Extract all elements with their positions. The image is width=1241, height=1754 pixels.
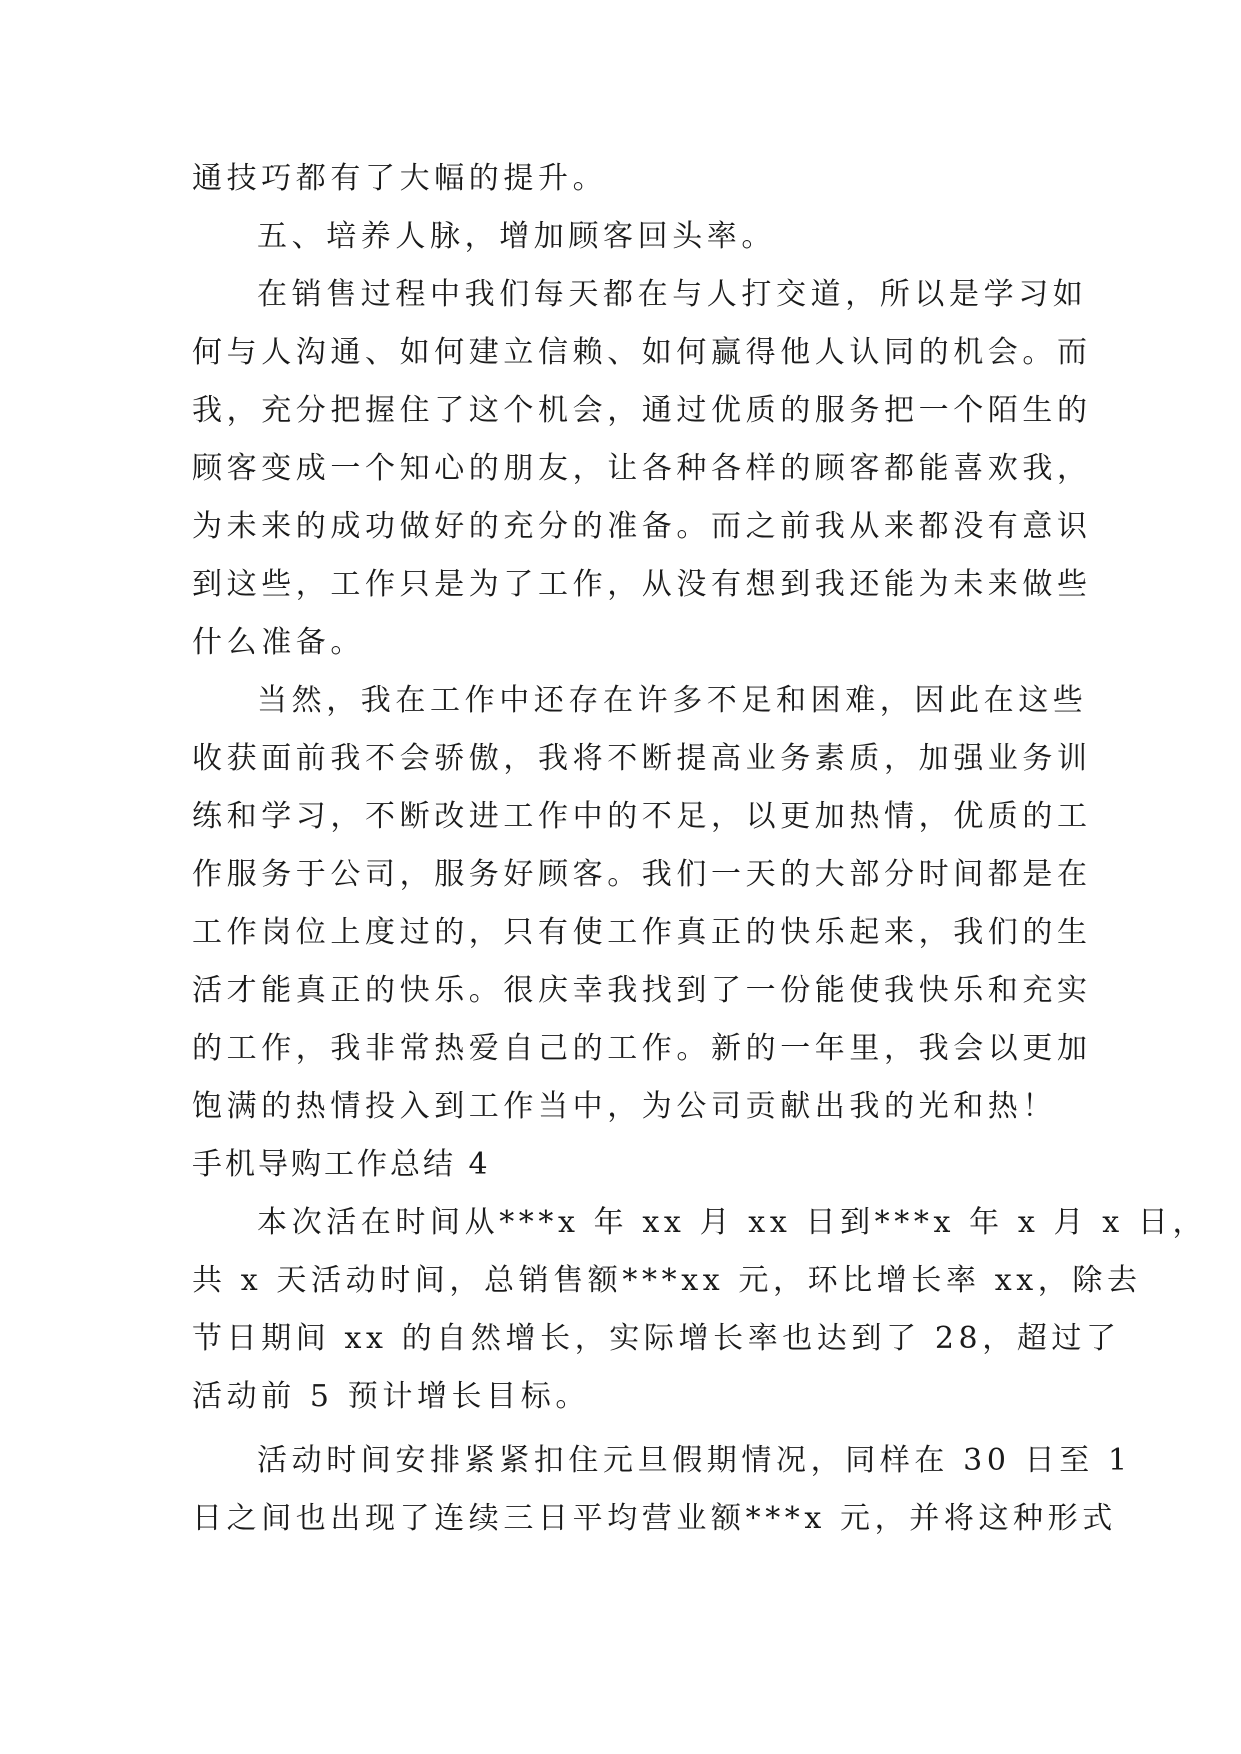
paragraph-line: 当然，我在工作中还存在许多不足和困难，因此在这些 [257, 683, 1088, 718]
paragraph-line: 在销售过程中我们每天都在与人打交道，所以是学习如 [257, 277, 1088, 312]
paragraph-line: 节日期间 xx 的自然增长，实际增长率也达到了 28，超过了 [192, 1321, 1121, 1356]
paragraph-line: 到这些，工作只是为了工作，从没有想到我还能为未来做些 [192, 567, 1092, 602]
section-heading: 五、培养人脉，增加顾客回头率。 [257, 219, 776, 254]
paragraph-line: 活才能真正的快乐。很庆幸我找到了一份能使我快乐和充实 [192, 973, 1092, 1008]
paragraph-line: 什么准备。 [192, 625, 365, 660]
paragraph-line: 收获面前我不会骄傲，我将不断提高业务素质，加强业务训 [192, 741, 1092, 776]
paragraph-line: 本次活在时间从***x 年 xx 月 xx 日到***x 年 x 月 x 日， [257, 1205, 1208, 1240]
paragraph-line: 练和学习，不断改进工作中的不足，以更加热情，优质的工 [192, 799, 1092, 834]
paragraph-line: 活动时间安排紧紧扣住元旦假期情况，同样在 30 日至 1 [257, 1443, 1132, 1478]
paragraph-line: 工作岗位上度过的，只有使工作真正的快乐起来，我们的生 [192, 915, 1092, 950]
text-line: 通技巧都有了大幅的提升。 [192, 161, 608, 196]
paragraph-line: 饱满的热情投入到工作当中，为公司贡献出我的光和热！ [192, 1089, 1057, 1124]
paragraph-line: 为未来的成功做好的充分的准备。而之前我从来都没有意识 [192, 509, 1092, 544]
paragraph-line: 我，充分把握住了这个机会，通过优质的服务把一个陌生的 [192, 393, 1092, 428]
paragraph-line: 何与人沟通、如何建立信赖、如何赢得他人认同的机会。而 [192, 335, 1092, 370]
paragraph-line: 顾客变成一个知心的朋友，让各种各样的顾客都能喜欢我， [192, 451, 1092, 486]
paragraph-line: 日之间也出现了连续三日平均营业额***x 元，并将这种形式 [192, 1501, 1117, 1536]
document-subtitle: 手机导购工作总结 4 [192, 1147, 491, 1182]
paragraph-line: 作服务于公司，服务好顾客。我们一天的大部分时间都是在 [192, 857, 1092, 892]
paragraph-line: 共 x 天活动时间，总销售额***xx 元，环比增长率 xx，除去 [192, 1263, 1142, 1298]
paragraph-line: 的工作，我非常热爱自己的工作。新的一年里，我会以更加 [192, 1031, 1092, 1066]
document-body [192, 150, 1208, 1548]
paragraph-line: 活动前 5 预计增长目标。 [192, 1379, 590, 1414]
